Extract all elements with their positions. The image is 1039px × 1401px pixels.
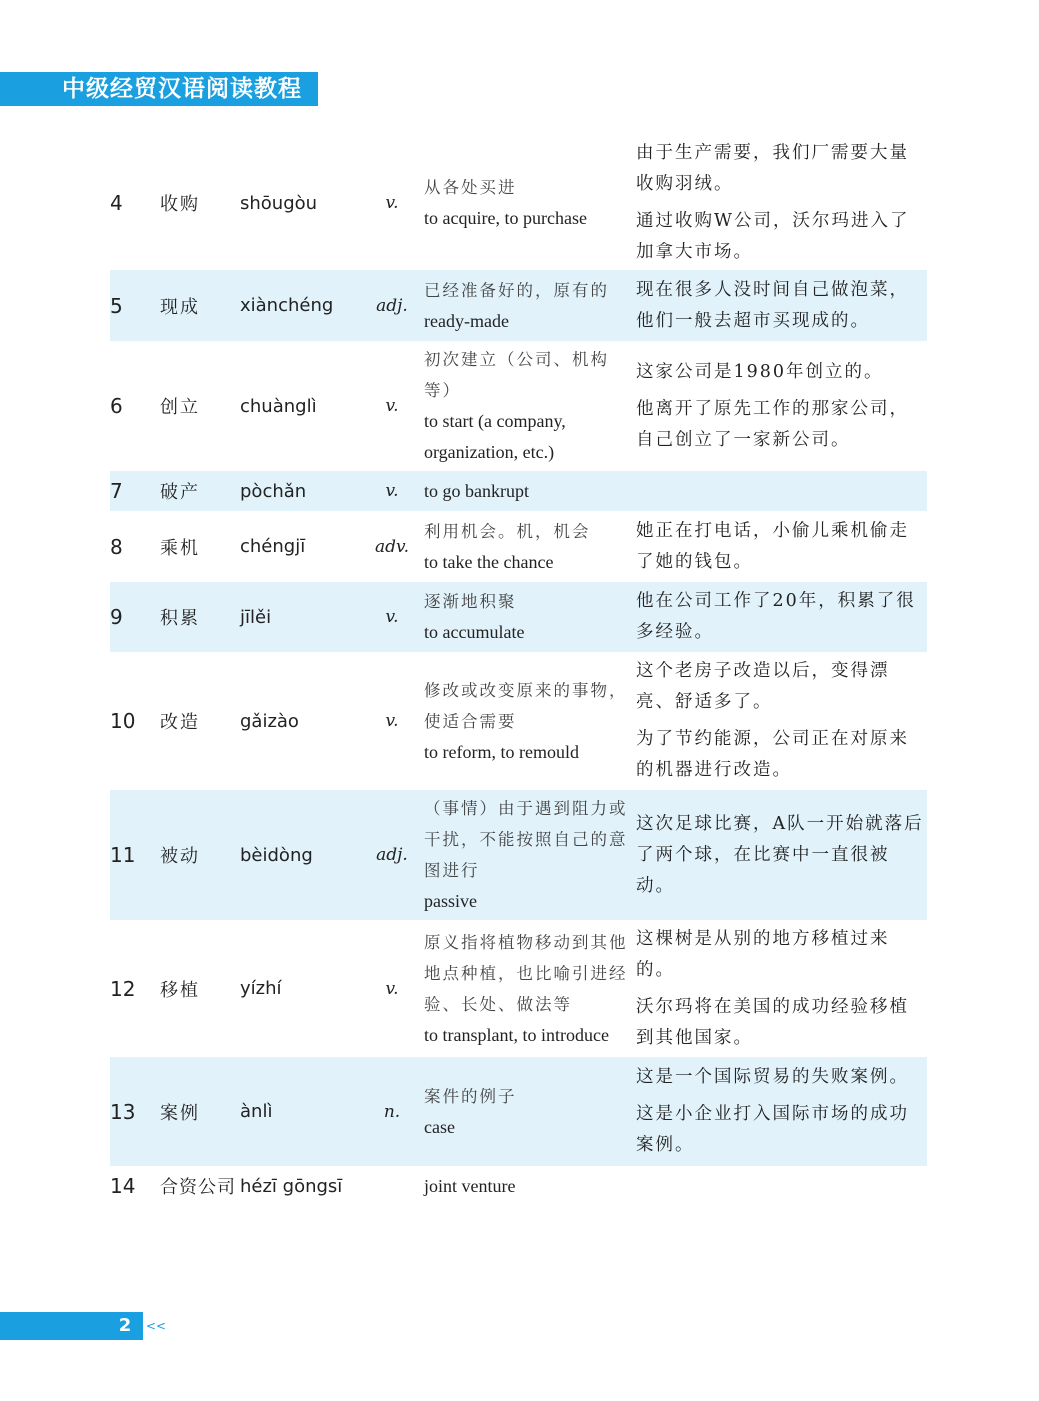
entry-examples — [636, 341, 927, 471]
vocab-row — [110, 1166, 927, 1206]
vocab-row — [110, 1057, 927, 1166]
page-number: 2 — [118, 1315, 132, 1336]
entry-part-of-speech: v. — [360, 582, 424, 652]
entry-number: 4 — [110, 191, 123, 215]
definition-chinese: 案件的例子 — [424, 1086, 517, 1106]
entry-examples — [636, 136, 927, 270]
definition-english: to start (a company, organization, etc.) — [424, 411, 566, 462]
entry-number: 5 — [110, 270, 160, 341]
example-sentence: 这次足球比赛，A队一开始就落后了两个球，在比赛中一直很被动。 — [636, 813, 924, 896]
entry-pinyin: gǎizào — [240, 710, 299, 732]
entry-number: 13 — [110, 1057, 160, 1166]
definition-english: to acquire, to purchase — [424, 208, 587, 228]
entry-word: 现成 — [160, 270, 240, 341]
definition-chinese: 修改或改变原来的事物，使适合需要 — [424, 680, 628, 731]
entry-definition — [424, 341, 636, 471]
example-sentence: 沃尔玛将在美国的成功经验移植到其他国家。 — [636, 996, 909, 1048]
entry-pinyin: bèidòng — [240, 790, 360, 920]
entry-definition — [424, 1166, 636, 1206]
entry-part-of-speech: v. — [385, 193, 399, 213]
entry-examples — [636, 582, 927, 652]
definition-english: to take the chance — [424, 551, 554, 572]
entry-definition — [424, 1057, 636, 1166]
vocab-row — [110, 511, 927, 582]
entry-part-of-speech: v. — [385, 711, 399, 731]
vocab-row — [110, 270, 927, 341]
entry-definition — [424, 582, 636, 652]
entry-number: 6 — [110, 394, 123, 418]
entry-examples — [636, 652, 927, 790]
example-sentence: 通过收购W公司，沃尔玛进入了加拿大市场。 — [636, 211, 910, 262]
entry-part-of-speech: v. — [385, 396, 399, 416]
entry-pinyin: xiànchéng — [240, 270, 360, 341]
definition-english: passive — [424, 891, 477, 911]
entry-examples — [636, 471, 927, 511]
vocabulary-table — [110, 136, 927, 1206]
example-sentence: 由于生产需要，我们厂需要大量收购羽绒。 — [636, 143, 909, 194]
definition-english: to transplant, to introduce — [424, 1024, 609, 1045]
definition-chinese: 逐渐地积聚 — [424, 592, 517, 611]
example-sentence: 现在很多人没时间自己做泡菜，他们一般去超市买现成的。 — [636, 279, 909, 331]
example-sentence: 他离开了原先工作的那家公司，自己创立了一家新公司。 — [636, 398, 909, 450]
entry-part-of-speech: adv. — [374, 536, 409, 557]
entry-part-of-speech: v. — [385, 978, 399, 999]
entry-number: 7 — [110, 471, 160, 511]
definition-english: joint venture — [424, 1175, 516, 1196]
entry-word: 创立 — [160, 397, 200, 418]
entry-examples — [636, 1166, 927, 1206]
definition-english: to reform, to remould — [424, 741, 579, 762]
entry-word: 被动 — [160, 790, 240, 920]
definition-chinese: 已经准备好的，原有的 — [424, 280, 609, 300]
definition-english: to go bankrupt — [424, 480, 529, 501]
entry-part-of-speech — [360, 1166, 424, 1206]
entry-number: 10 — [110, 709, 136, 733]
entry-pinyin: ànlì — [240, 1057, 360, 1166]
entry-pinyin: hézī gōngsī — [240, 1175, 343, 1197]
double-chevron-left-icon: << — [146, 1319, 167, 1333]
vocab-row — [110, 790, 927, 920]
definition-english: case — [424, 1116, 455, 1137]
entry-part-of-speech: v. — [360, 471, 424, 511]
entry-examples — [636, 920, 927, 1057]
entry-number: 12 — [110, 976, 136, 1001]
definition-english: to accumulate — [424, 622, 525, 642]
entry-word: 改造 — [160, 712, 200, 733]
entry-pinyin: jīlěi — [240, 582, 360, 652]
entry-word: 破产 — [160, 471, 240, 511]
entry-number: 9 — [110, 582, 160, 652]
definition-chinese: 初次建立（公司、机构等） — [424, 350, 609, 400]
entry-definition — [424, 790, 636, 920]
example-sentence: 她正在打电话，小偷儿乘机偷走了她的钱包。 — [636, 520, 909, 572]
example-sentence: 这个老房子改造以后，变得漂亮、舒适多了。 — [636, 661, 890, 712]
entry-number: 14 — [110, 1174, 136, 1198]
vocab-row — [110, 920, 927, 1057]
example-sentence: 为了节约能源，公司正在对原来的机器进行改造。 — [636, 729, 909, 780]
definition-chinese: 利用机会。机，机会 — [424, 521, 591, 541]
entry-word: 乘机 — [160, 537, 200, 559]
entry-word: 移植 — [160, 979, 200, 1001]
entry-pinyin: yízhí — [240, 978, 282, 999]
entry-number: 8 — [110, 534, 123, 559]
entry-word: 积累 — [160, 582, 240, 652]
definition-chinese: 从各处买进 — [424, 178, 517, 197]
example-sentence: 这是小企业打入国际市场的成功案例。 — [636, 1104, 909, 1155]
vocab-row — [110, 136, 927, 270]
entry-definition — [424, 270, 636, 341]
entry-examples — [636, 270, 927, 341]
entry-number: 11 — [110, 790, 160, 920]
vocab-row — [110, 341, 927, 471]
example-sentence: 这是一个国际贸易的失败案例。 — [636, 1067, 909, 1087]
vocab-row — [110, 652, 927, 790]
book-title: 中级经贸汉语阅读教程 — [62, 76, 302, 102]
example-sentence: 他在公司工作了20年，积累了很多经验。 — [636, 591, 916, 642]
vocab-row — [110, 582, 927, 652]
definition-chinese: 原义指将植物移动到其他地点种植，也比喻引进经验、长处、做法等 — [424, 932, 628, 1014]
entry-examples — [636, 511, 927, 582]
entry-pinyin: chuànglì — [240, 395, 317, 417]
definition-english: ready-made — [424, 310, 509, 331]
entry-part-of-speech: n. — [360, 1057, 424, 1166]
entry-examples — [636, 1057, 927, 1166]
definition-chinese: （事情）由于遇到阻力或干扰，不能按照自己的意图进行 — [424, 799, 628, 880]
entry-definition — [424, 136, 636, 270]
entry-word: 案例 — [160, 1057, 240, 1166]
entry-examples — [636, 790, 927, 920]
entry-part-of-speech: adj. — [360, 270, 424, 341]
entry-pinyin: pòchǎn — [240, 471, 360, 511]
entry-part-of-speech: adj. — [360, 790, 424, 920]
entry-definition — [424, 652, 636, 790]
entry-definition — [424, 511, 636, 582]
example-sentence: 这家公司是1980年创立的。 — [636, 361, 884, 382]
entry-word: 收购 — [160, 194, 200, 215]
entry-pinyin: shōugòu — [240, 192, 318, 214]
entry-word: 合资公司 — [160, 1177, 236, 1198]
example-sentence: 这棵树是从别的地方移植过来的。 — [636, 928, 890, 980]
entry-definition — [424, 920, 636, 1057]
entry-pinyin: chéngjī — [240, 536, 306, 557]
entry-definition — [424, 471, 636, 511]
vocab-row — [110, 471, 927, 511]
